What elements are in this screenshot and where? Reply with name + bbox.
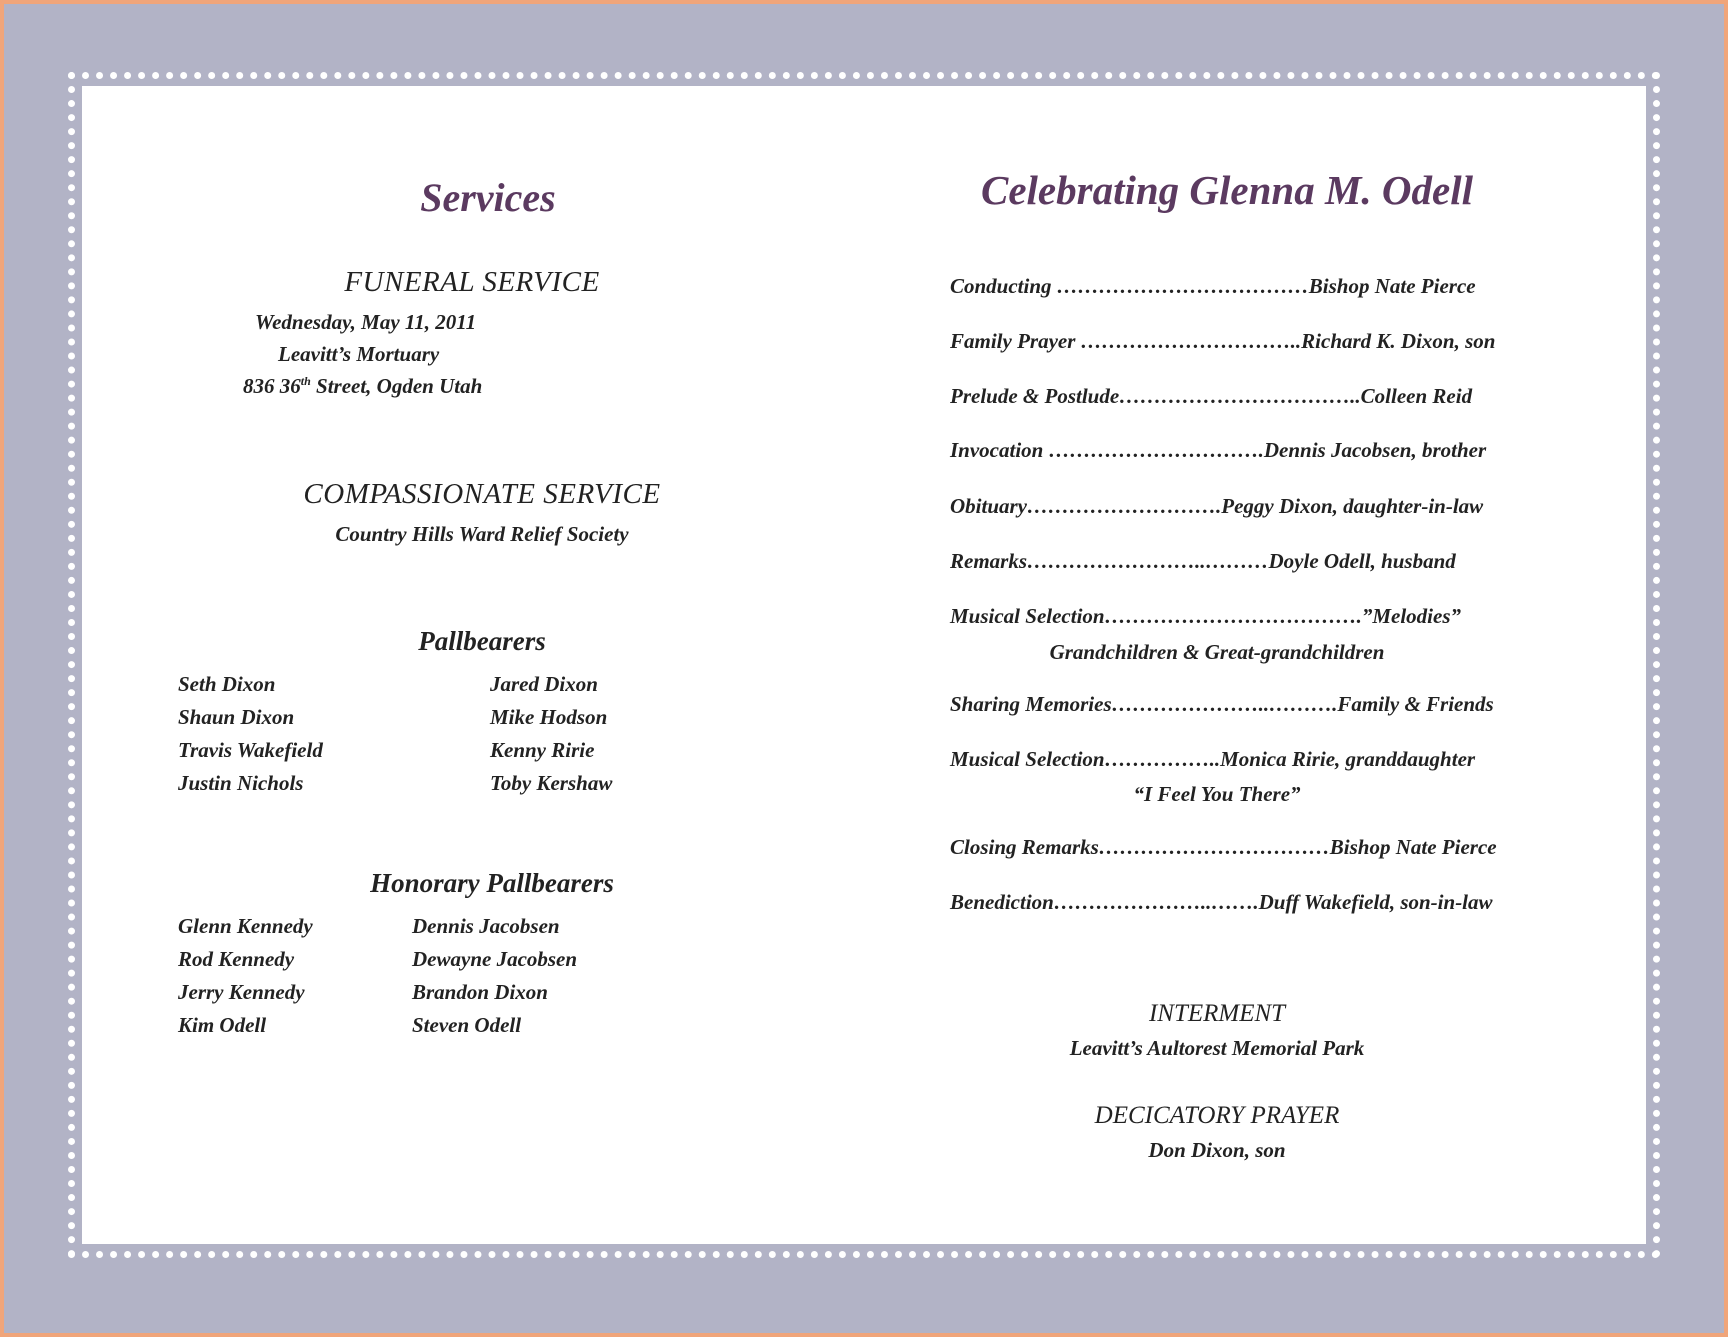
services-title: Services xyxy=(420,175,556,220)
program-item-leader: ………………………. xyxy=(1027,494,1222,518)
program-item-label: Remarks xyxy=(950,549,1028,573)
program-item xyxy=(950,692,1660,717)
honorary-col2 xyxy=(412,910,577,1042)
program-item-name: Richard K. Dixon, son xyxy=(1301,329,1496,353)
list-item: Glenn Kennedy xyxy=(178,914,313,938)
program-item-name: Duff Wakefield, son-in-law xyxy=(1258,890,1493,914)
address-street: Street, Ogden Utah xyxy=(310,374,483,398)
pallbearers-col2 xyxy=(490,668,612,800)
program-item-name: Peggy Dixon, daughter-in-law xyxy=(1221,494,1484,518)
program-item xyxy=(950,438,1660,463)
compassionate-service-heading: COMPASSIONATE SERVICE xyxy=(303,478,661,510)
program-item-label: Musical Selection xyxy=(950,604,1105,628)
honorary-col1 xyxy=(178,910,313,1042)
program-item-label: Sharing Memories xyxy=(950,692,1112,716)
address-number: 836 36 xyxy=(243,374,301,398)
dedicatory-prayer-heading: DECICATORY PRAYER xyxy=(1094,1102,1340,1129)
program-item xyxy=(950,747,1660,772)
program-item-name: Colleen Reid xyxy=(1360,384,1473,408)
melodies-performers: Grandchildren & Great-grandchildren xyxy=(1049,640,1385,664)
pallbearers-heading: Pallbearers xyxy=(418,626,546,656)
program-item-leader: ………………………….. xyxy=(1075,329,1302,353)
program-item-name: Family & Friends xyxy=(1337,692,1494,716)
program-item-name: Doyle Odell, husband xyxy=(1268,549,1456,573)
program-item-name: Bishop Nate Pierce xyxy=(1308,274,1476,298)
program-item-label: Invocation xyxy=(950,438,1044,462)
program-item xyxy=(950,549,1660,574)
list-item: Justin Nichols xyxy=(178,771,304,795)
list-item: Brandon Dixon xyxy=(412,980,548,1004)
program-item-label: Benediction xyxy=(950,890,1054,914)
list-item: Kim Odell xyxy=(178,1013,267,1037)
interment-heading: INTERMENT xyxy=(1148,1000,1286,1027)
list-item: Kenny Ririe xyxy=(490,738,595,762)
interment-place: Leavitt’s Aultorest Memorial Park xyxy=(1069,1036,1365,1060)
program-item-label: Family Prayer xyxy=(950,329,1076,353)
honorary-pallbearers-heading: Honorary Pallbearers xyxy=(370,868,614,898)
funeral-place: Leavitt’s Mortuary xyxy=(278,342,440,366)
program-item xyxy=(950,604,1660,629)
program-item-name: Bishop Nate Pierce xyxy=(1329,835,1497,859)
program-item-name: ”Melodies” xyxy=(1361,604,1461,628)
program-item xyxy=(950,329,1660,354)
list-item: Steven Odell xyxy=(412,1013,522,1037)
program-item-leader: …………….. xyxy=(1104,747,1221,771)
program-item-label: Conducting xyxy=(950,274,1052,298)
program-item-leader: …………………..………. xyxy=(1111,692,1338,716)
pallbearers-col1 xyxy=(178,668,323,800)
program-item xyxy=(950,835,1660,860)
program-item xyxy=(950,274,1660,299)
funeral-address xyxy=(243,374,482,399)
funeral-service-heading: FUNERAL SERVICE xyxy=(344,266,600,298)
program-item-leader: …………………………… xyxy=(1098,835,1330,859)
program-item-leader: ………………………………. xyxy=(1104,604,1362,628)
funeral-date: Wednesday, May 11, 2011 xyxy=(255,310,477,334)
program-sheet xyxy=(82,86,1646,1244)
program-item-label: Prelude & Postlude xyxy=(950,384,1120,408)
program-item-name: Dennis Jacobsen, brother xyxy=(1263,438,1487,462)
list-item: Shaun Dixon xyxy=(178,705,295,729)
program-item xyxy=(950,384,1660,409)
program-item-leader: ……………………………… xyxy=(1051,274,1309,298)
list-item: Jerry Kennedy xyxy=(178,980,305,1004)
celebrating-title: Celebrating Glenna M. Odell xyxy=(980,167,1474,213)
list-item: Rod Kennedy xyxy=(178,947,295,971)
program-item-leader: …………………..……. xyxy=(1053,890,1259,914)
song-title: “I Feel You There” xyxy=(1133,782,1301,806)
list-item: Dewayne Jacobsen xyxy=(412,947,578,971)
list-item: Mike Hodson xyxy=(490,705,608,729)
list-item: Toby Kershaw xyxy=(490,771,613,795)
address-suffix: th xyxy=(300,374,311,388)
program-item-label: Musical Selection xyxy=(950,747,1105,771)
list-item: Dennis Jacobsen xyxy=(412,914,560,938)
program-item xyxy=(950,494,1660,519)
program-item-name: Monica Ririe, granddaughter xyxy=(1220,747,1476,771)
program-item-leader: ……………………..……… xyxy=(1027,549,1269,573)
compassionate-service-sub: Country Hills Ward Relief Society xyxy=(335,522,629,546)
program-item-leader: …………………………….. xyxy=(1119,384,1361,408)
list-item: Jared Dixon xyxy=(490,672,598,696)
list-item: Travis Wakefield xyxy=(178,738,323,762)
program-item xyxy=(950,890,1660,915)
list-item: Seth Dixon xyxy=(178,672,276,696)
program-item-leader: …………………………. xyxy=(1043,438,1264,462)
dedicatory-prayer-name: Don Dixon, son xyxy=(1148,1138,1286,1162)
program-item-label: Obituary xyxy=(950,494,1028,518)
program-item-label: Closing Remarks xyxy=(950,835,1099,859)
